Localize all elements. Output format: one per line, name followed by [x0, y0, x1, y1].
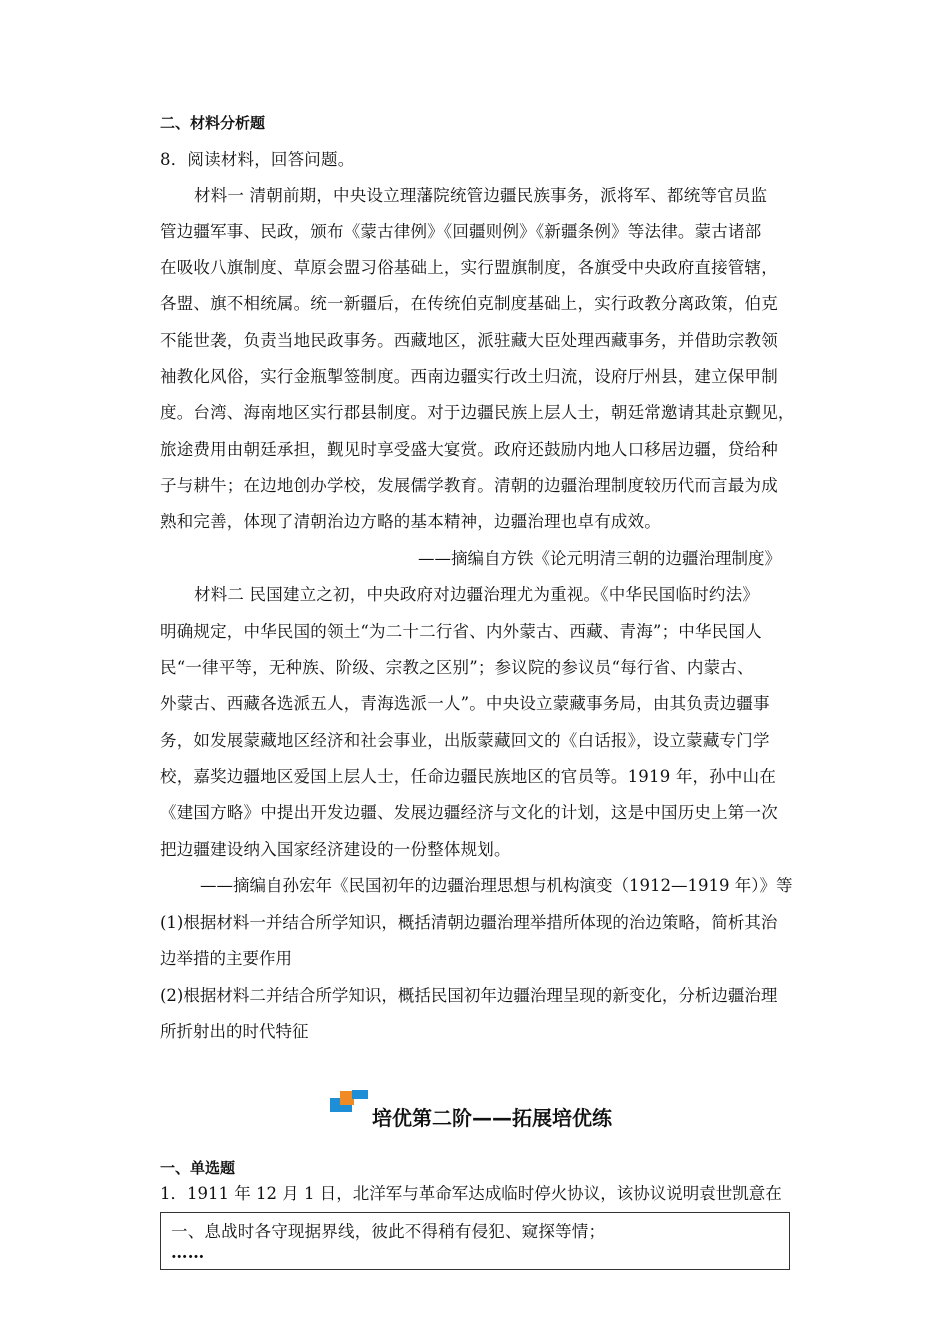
banner-title: 培优第二阶——拓展培优练	[372, 1106, 612, 1130]
material-1-line: 管边疆军事、民政，颁布《蒙古律例》《回疆则例》《新疆条例》等法律。蒙古诸部	[160, 222, 762, 241]
material-2-line: 外蒙古、西藏各选派五人，青海选派一人”。中央设立蒙藏事务局，由其负责边疆事	[160, 694, 770, 713]
quote-box-ellipsis: ……	[171, 1243, 205, 1262]
material-1-line: 旅途费用由朝廷承担，觐见时享受盛大宴赏。政府还鼓励内地人口移居边疆，贷给种	[160, 440, 778, 459]
material-1-line: 各盟、旗不相统属。统一新疆后，在传统伯克制度基础上，实行政教分离政策，伯克	[160, 294, 778, 313]
material-2-line: 把边疆建设纳入国家经济建设的一份整体规划。	[160, 840, 511, 859]
material-2-line: 校，嘉奖边疆地区爱国上层人士，任命边疆民族地区的官员等。1919 年，孙中山在	[160, 767, 777, 786]
material-1-line: 袖教化风俗，实行金瓶掣签制度。西南边疆实行改土归流，设府厅州县，建立保甲制	[160, 367, 778, 386]
section-heading-single-choice: 一、单选题	[160, 1159, 236, 1177]
material-2-line: 民“一律平等，无种族、阶级、宗教之区别”；参议院的参议员“每行省、内蒙古、	[160, 658, 754, 677]
material-2-line: 材料二 民国建立之初，中央政府对边疆治理尤为重视。《中华民国临时约法》	[194, 585, 759, 604]
material-1-line: 在吸收八旗制度、草原会盟习俗基础上，实行盟旗制度，各旗受中央政府直接管辖，	[160, 258, 778, 277]
question-line: 边举措的主要作用	[160, 949, 292, 968]
material-2-line: 《建国方略》中提出开发边疆、发展边疆经济与文化的计划，这是中国历史上第一次	[160, 803, 778, 822]
material-2-source: ——摘编自孙宏年《民国初年的边疆治理思想与机构演变（1912—1919 年）》等	[200, 876, 793, 895]
question-line: 所折射出的时代特征	[160, 1022, 309, 1041]
banner-logo-icon-top	[352, 1090, 368, 1099]
question-line: (1)根据材料一并结合所学知识，概括清朝边疆治理举措所体现的治边策略，简析其治	[160, 913, 778, 932]
question-line: (2)根据材料二并结合所学知识，概括民国初年边疆治理呈现的新变化，分析边疆治理	[160, 986, 778, 1005]
material-2-line: 明确规定，中华民国的领土“为二十二行省、内外蒙古、西藏、青海”；中华民国人	[160, 622, 762, 641]
material-1-line: 不能世袭，负责当地民政事务。西藏地区，派驻藏大臣处理西藏事务，并借助宗教领	[160, 331, 778, 350]
quote-box-line: 一、息战时各守现据界线，彼此不得稍有侵犯、窥探等情；	[171, 1222, 606, 1241]
material-1-line: 度。台湾、海南地区实行郡县制度。对于边疆民族上层人士，朝廷常邀请其赴京觐见，	[160, 403, 795, 422]
material-1-line: 熟和完善，体现了清朝治边方略的基本精神，边疆治理也卓有成效。	[160, 512, 661, 531]
material-1-line: 材料一 清朝前期，中央设立理藩院统管边疆民族事务，派将军、都统等官员监	[194, 186, 768, 205]
section-heading: 二、材料分析题	[160, 114, 266, 132]
material-2-line: 务，如发展蒙藏地区经济和社会事业，出版蒙藏回文的《白话报》，设立蒙藏专门学	[160, 731, 770, 750]
question-intro: 8．阅读材料，回答问题。	[160, 150, 355, 169]
material-1-source: ——摘编自方铁《论元明清三朝的边疆治理制度》	[418, 549, 781, 568]
quote-box	[160, 1212, 790, 1270]
single-choice-question: 1．1911 年 12 月 1 日，北洋军与革命军达成临时停火协议，该协议说明袁世凯意在	[160, 1184, 782, 1203]
material-1-line: 子与耕牛；在边地创办学校，发展儒学教育。清朝的边疆治理制度较历代而言最为成	[160, 476, 778, 495]
